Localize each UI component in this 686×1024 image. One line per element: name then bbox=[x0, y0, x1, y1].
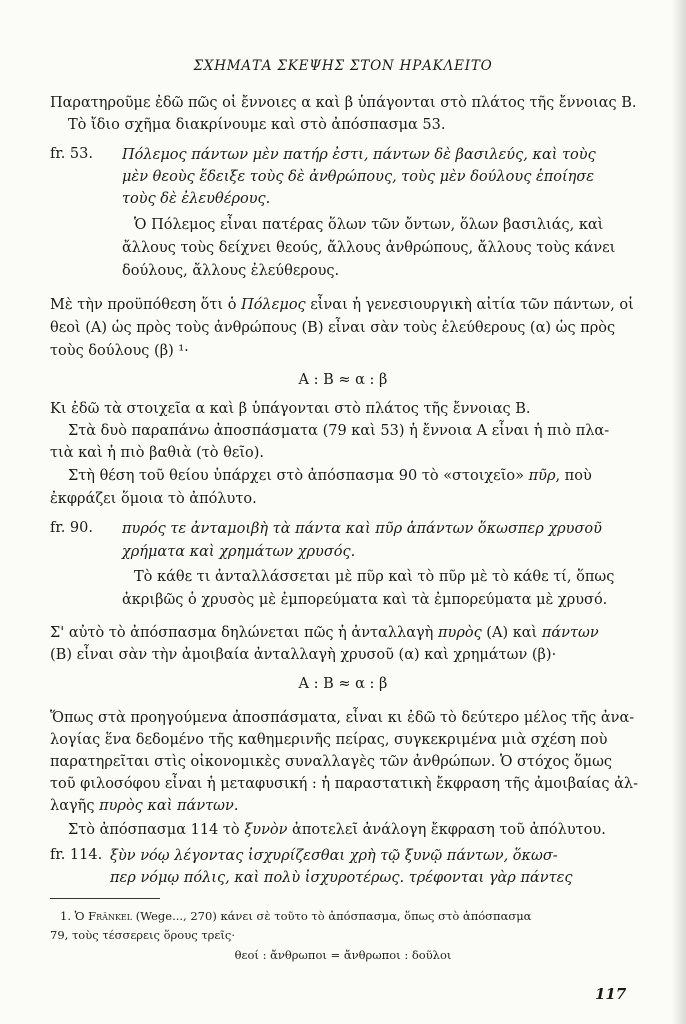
fragment-90-translation-line-1: Τὸ κάθε τι ἀνταλλάσσεται μὲ πῦρ καὶ τὸ πῦρ μὲ τὸ κάθε τί, ὅπως bbox=[134, 569, 615, 585]
italic-term: Πόλεμος bbox=[241, 297, 306, 313]
fragment-90-translation-line-2: ἀκριβῶς ὁ χρυσὸς μὲ ἐμπορεύματα καὶ τὰ ἐμπορεύματα μὲ χρυσό. bbox=[122, 592, 608, 608]
text-run: 1. Ὁ bbox=[60, 909, 89, 923]
fragment-90-quote-line-2: χρήματα καὶ χρημάτων χρυσός. bbox=[122, 544, 356, 560]
paragraph-4-line-2: (Β) εἶναι σὰν τὴν ἀμοιβαία ἀνταλλαγὴ χρυσοῦ (α) καὶ χρημάτων (β)· bbox=[50, 647, 557, 663]
intro-line-2: Τὸ ἴδιο σχῆμα διακρίνουμε καὶ στὸ ἀπόσπασμα 53. bbox=[68, 117, 446, 133]
paragraph-3-line-5: ἐκφράζει ὅμοια τὸ ἀπόλυτο. bbox=[50, 491, 257, 507]
fragment-114-label: fr. 114. bbox=[50, 847, 103, 863]
fragment-114-quote-line-1: ξὺν νόῳ λέγοντας ἰσχυρίζεσθαι χρὴ τῷ ξυνῷ πάντων, ὅκωσ- bbox=[110, 848, 558, 864]
text-run: Στὴ θέση τοῦ θείου ὑπάρχει στὸ ἀπόσπασμα 90 τὸ «στοιχεῖο» bbox=[68, 468, 529, 484]
italic-term: πυρὸς bbox=[437, 625, 482, 641]
page-number: 117 bbox=[595, 985, 627, 1003]
paragraph-3-line-1: Κι ἐδῶ τὰ στοιχεῖα α καὶ β ὑπάγονται στὸ πλάτος τῆς ἔννοιας Β. bbox=[50, 401, 531, 417]
paragraph-5-line-5 bbox=[50, 795, 238, 817]
paragraph-5-line-2: λογίας ἕνα δεδομένο τῆς καθημερινῆς πείρας, συγκεκριμένα μιὰ σχέση ποὺ bbox=[50, 732, 608, 748]
page-edge-shadow bbox=[672, 0, 686, 1024]
paragraph-4-line-1 bbox=[50, 622, 599, 644]
proportion-formula-2: Α : Β ≈ α : β bbox=[298, 676, 388, 692]
text-run: Στὸ ἀπόσπασμα 114 τὸ bbox=[68, 822, 245, 838]
fragment-53-quote-line-3: τοὺς δὲ ἐλευθέρους. bbox=[122, 191, 271, 207]
fragment-53-translation-line-3: δούλους, ἄλλους ἐλεύθερους. bbox=[122, 263, 340, 279]
fragment-90-quote-line-1: πυρός τε ἀνταμοιβὴ τὰ πάντα καὶ πῦρ ἁπάντων ὅκωσπερ χρυσοῦ bbox=[122, 521, 602, 537]
fragment-53-label: fr. 53. bbox=[50, 146, 93, 162]
paragraph-2-line-3: τοὺς δούλους (β) ¹· bbox=[50, 343, 189, 359]
paragraph-5-line-1: Ὅπως στὰ προηγούμενα ἀποσπάσματα, εἶναι κι ἐδῶ τὸ δεύτερο μέλος τῆς ἀνα- bbox=[50, 710, 635, 726]
italic-term: ξυνὸν bbox=[244, 822, 288, 838]
proportion-formula-1: Α : Β ≈ α : β bbox=[298, 372, 388, 388]
footnote-separator bbox=[50, 898, 160, 899]
text-run: (Α) καὶ bbox=[481, 625, 542, 641]
fragment-53-quote-line-2: μὲν θεοὺς ἔδειξε τοὺς δὲ ἀνθρώπους, τοὺς μὲν δούλους ἐποίησε bbox=[122, 169, 595, 185]
text-run: . bbox=[233, 798, 239, 814]
fragment-90-label: fr. 90. bbox=[50, 520, 93, 536]
paragraph-5-line-4: τοῦ φιλοσόφου εἶναι ἡ μεταφυσική : ἡ παραστατικὴ ἔκφραση τῆς ἀμοιβαίας ἀλ- bbox=[50, 776, 638, 792]
footnote-formula: θεοί : ἄνθρωποι = ἄνθρωποι : δοῦλοι bbox=[234, 948, 452, 962]
italic-term: πῦρ bbox=[528, 468, 556, 484]
italic-term: πυρὸς καὶ πάντων bbox=[99, 798, 234, 814]
text-run: Μὲ τὴν προϋπόθεση ὅτι ὁ bbox=[50, 297, 242, 313]
paragraph-2-line-2: θεοὶ (Α) ὡς πρὸς τοὺς ἀνθρώπους (Β) εἶναι σὰν τοὺς ἐλεύθερους (α) ὡς πρὸς bbox=[50, 320, 616, 336]
italic-term: πάντων bbox=[541, 625, 599, 641]
author-name: Fränkel bbox=[88, 909, 133, 923]
text-run: ἀποτελεῖ ἀνάλογη ἔκφραση τοῦ ἀπόλυτου. bbox=[287, 822, 606, 838]
fragment-53-translation-line-2: ἄλλους τοὺς δείχνει θεούς, ἄλλους ἀνθρώπους, ἄλλους τοὺς κάνει bbox=[122, 240, 616, 256]
running-header: ΣΧΗΜΑΤΑ ΣΚΕΨΗΣ ΣΤΟΝ ΗΡΑΚΛΕΙΤΟ bbox=[193, 58, 493, 74]
text-run: Σ' αὐτὸ τὸ ἀπόσπασμα δηλώνεται πῶς ἡ ἀνταλλαγὴ bbox=[50, 625, 438, 641]
footnote-line-1 bbox=[60, 907, 531, 925]
fragment-53-quote-line-1: Πόλεμος πάντων μὲν πατήρ ἐστι, πάντων δὲ βασιλεύς, καὶ τοὺς bbox=[122, 147, 596, 163]
text-run: (Wege..., 270) κάνει σὲ τοῦτο τὸ ἀπόσπασμα, ὅπως στὸ ἀπόσπασμα bbox=[132, 909, 532, 923]
paragraph-6-line-1 bbox=[68, 819, 606, 841]
intro-line-1: Παρατηροῦμε ἐδῶ πῶς οἱ ἔννοιες α καὶ β ὑπάγονται στὸ πλάτος τῆς ἔννοιας Β. bbox=[50, 95, 637, 111]
paragraph-3-line-3: τιὰ καὶ ἡ πιὸ βαθιὰ (τὸ θεῖο). bbox=[50, 445, 265, 461]
fragment-53-translation-line-1: Ὁ Πόλεμος εἶναι πατέρας ὅλων τῶν ὄντων, ὅλων βασιλιάς, καὶ bbox=[134, 217, 604, 233]
footnote-line-2: 79, τοὺς τέσσερεις ὅρους τρεῖς· bbox=[50, 928, 235, 942]
paragraph-3-line-4 bbox=[68, 465, 592, 487]
paragraph-3-line-2: Στὰ δυὸ παραπάνω ἀποσπάσματα (79 καὶ 53) ἡ ἔννοια Α εἶναι ἡ πιὸ πλα- bbox=[68, 423, 610, 439]
text-run: λαγῆς bbox=[50, 798, 100, 814]
text-run: , ποὺ bbox=[555, 468, 592, 484]
paragraph-2-line-1 bbox=[50, 294, 634, 316]
fragment-114-quote-line-2: περ νόμῳ πόλις, καὶ πολὺ ἰσχυροτέρως. τρέφονται γὰρ πάντες bbox=[110, 870, 573, 886]
paragraph-5-line-3: παρατηρεῖται στὶς οἰκονομικὲς συναλλαγὲς τῶν ἀνθρώπων. Ὁ στόχος ὅμως bbox=[50, 754, 613, 770]
text-run: εἶναι ἡ γενεσιουργικὴ αἰτία τῶν πάντων, οἱ bbox=[305, 297, 634, 313]
